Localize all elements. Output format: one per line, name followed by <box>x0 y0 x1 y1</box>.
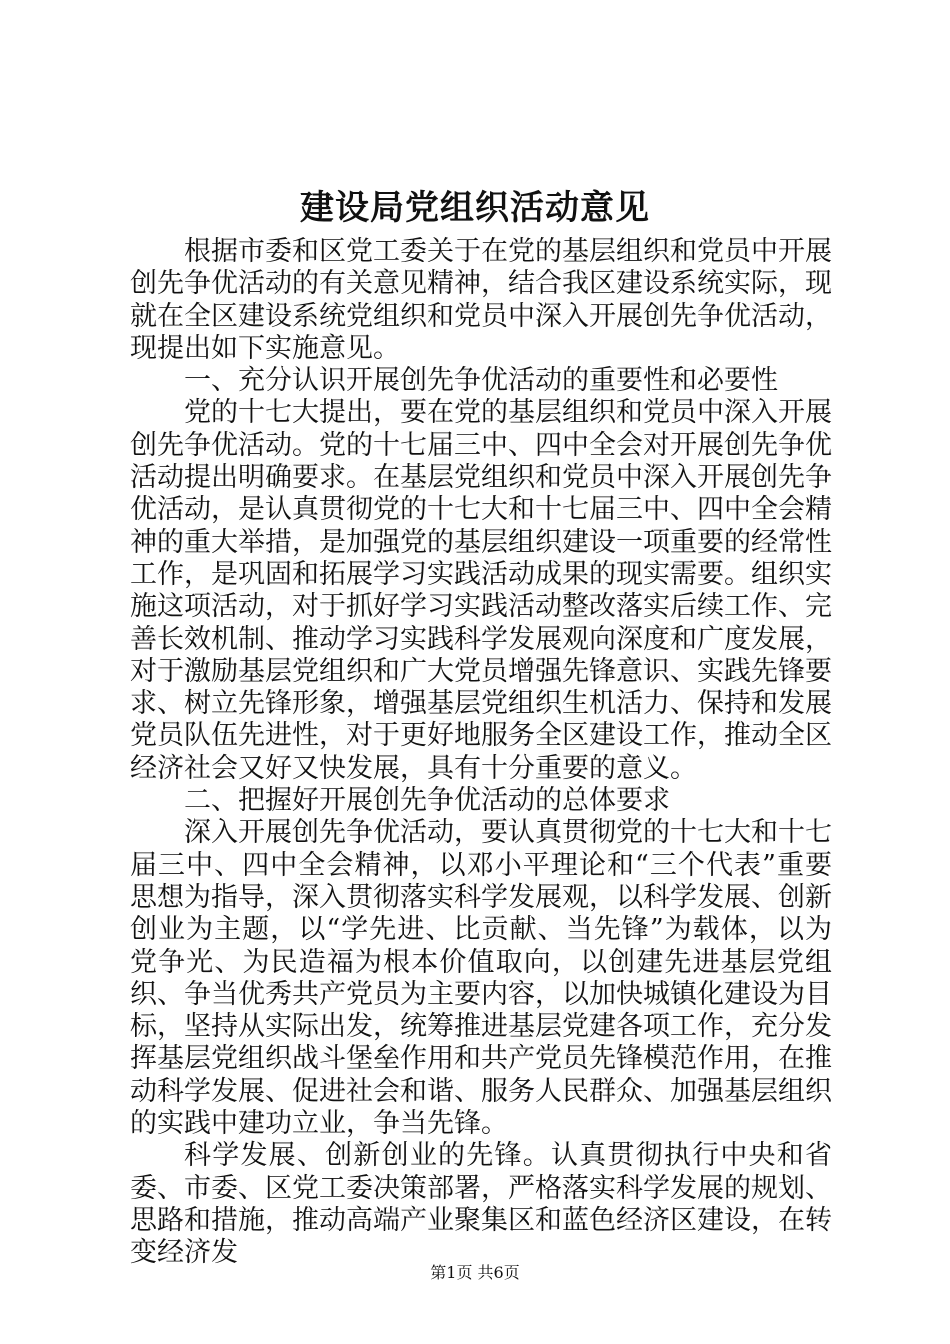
paragraph-pioneer: 科学发展、创新创业的先锋。认真贯彻执行中央和省委、市委、区党工委决策部署，严格落实科学发展的规划、思路和措施，推动高端产业聚集区和蓝色经济区建设，在转变经济发 <box>130 1140 832 1269</box>
paragraph-section-1: 党的十七大提出，要在党的基层组织和党员中深入开展创先争优活动。党的十七届三中、四中全会对开展创先争优活动提出明确要求。在基层党组织和党员中深入开展创先争优活动，是认真贯彻党的十七大和十七届三中、四中全会精神的重大举措，是加强党的基层组织建设一项重要的经常性工作，是巩固和拓展学习实践活动成果的现实需要。组织实施这项活动，对于抓好学习实践活动整改落实后续工作、完善长效机制、推动学习实践科学发展观向深度和广度发展，对于激励基层党组织和广大党员增强先锋意识、实践先锋要求、树立先锋形象，增强基层党组织生机活力、保持和发展党员队伍先进性，对于更好地服务全区建设工作，推动全区经济社会又好又快发展，具有十分重要的意义。 <box>130 397 832 784</box>
document-title: 建设局党组织活动意见 <box>300 188 650 228</box>
paragraph-intro: 根据市委和区党工委关于在党的基层组织和党员中开展创先争优活动的有关意见精神，结合我区建设系统实际，现就在全区建设系统党组织和党员中深入开展创先争优活动，现提出如下实施意见。 <box>130 236 832 364</box>
document-body <box>130 236 832 1270</box>
page-number-footer: 第1页 共6页 <box>430 1263 520 1282</box>
section-heading-1: 一、充分认识开展创先争优活动的重要性和必要性 <box>184 365 778 397</box>
paragraph-section-2: 深入开展创先争优活动，要认真贯彻党的十七大和十七届三中、四中全会精神，以邓小平理论和“三个代表”重要思想为指导，深入贯彻落实科学发展观，以科学发展、创新创业为主题，以“学先进、比贡献、当先锋”为载体，以为党争光、为民造福为根本价值取向，以创建先进基层党组织、争当优秀共产党员为主要内容，以加快城镇化建设为目标，坚持从实际出发，统筹推进基层党建各项工作，充分发挥基层党组织战斗堡垒作用和共产党员先锋模范作用，在推动科学发展、促进社会和谐、服务人民群众、加强基层组织的实践中建功立业，争当先锋。 <box>130 817 832 1140</box>
section-heading-2: 二、把握好开展创先争优活动的总体要求 <box>184 785 670 817</box>
